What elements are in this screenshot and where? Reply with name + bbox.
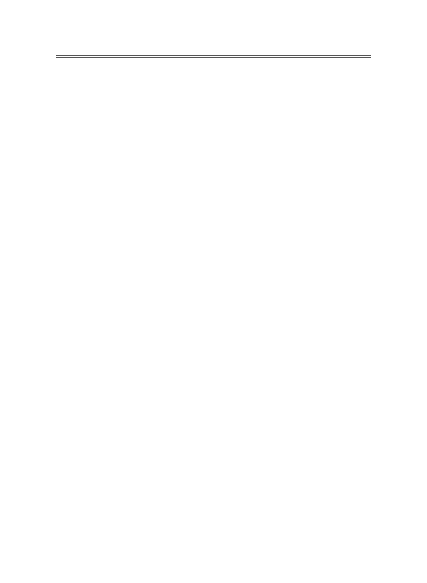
header-rule-thin	[56, 57, 371, 58]
header-rule	[56, 55, 371, 56]
page-header	[56, 37, 371, 51]
